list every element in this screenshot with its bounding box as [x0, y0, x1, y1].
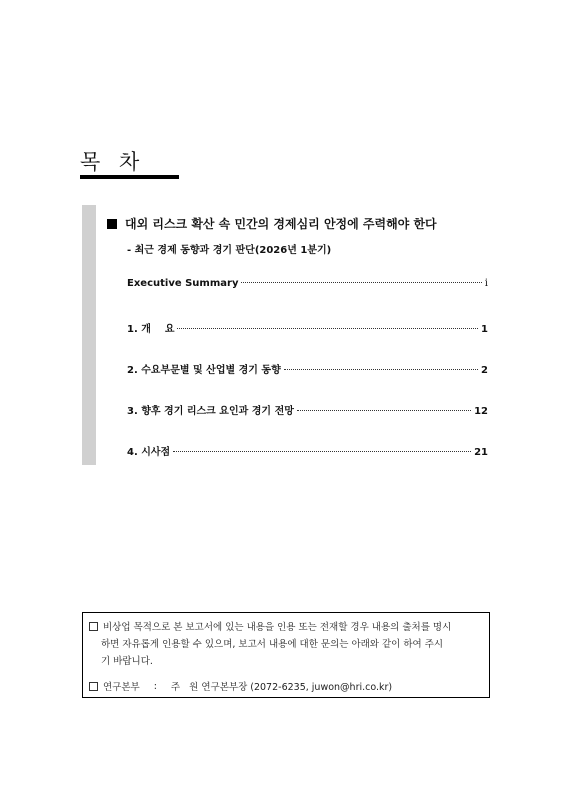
empty-square-icon [89, 682, 98, 691]
contact-value: 주 원 연구본부장 (2072-6235, juwon@hri.co.kr) [170, 682, 393, 693]
notice-line-1: 비상업 목적으로 본 보고서에 있는 내용을 인용 또는 전재할 경우 내용의 출처를 명시 [89, 619, 451, 633]
dot-leader [284, 369, 478, 370]
toc-entry-risk-outlook[interactable] [127, 402, 488, 417]
report-subtitle: - 최근 경제 동향과 경기 판단(2026년 1분기) [127, 245, 332, 256]
contact-line [89, 679, 392, 693]
dot-leader [297, 410, 471, 411]
toc-entry-executive-summary[interactable] [127, 278, 488, 289]
toc-entry-page: 21 [474, 447, 488, 458]
toc-sidebar-bar [82, 205, 96, 465]
black-square-icon [107, 219, 117, 229]
toc-entry-label: Executive Summary [127, 278, 239, 289]
dot-leader [241, 282, 481, 283]
report-title-text: 대외 리스크 확산 속 민간의 경제심리 안정에 주력해야 한다 [125, 217, 437, 231]
notice-line-3: 기 바랍니다. [101, 656, 153, 667]
contact-label: 연구본부 [103, 682, 140, 693]
heading-underline [80, 175, 179, 179]
toc-entry-page: 12 [474, 406, 488, 417]
usage-notice-box [82, 612, 490, 698]
toc-entry-label: 3. 향후 경기 리스크 요인과 경기 전망 [127, 406, 294, 417]
toc-entry-label: 2. 수요부문별 및 산업별 경기 동향 [127, 365, 281, 376]
toc-heading: 목 차 [80, 150, 146, 174]
contact-separator: : [153, 680, 157, 692]
toc-entry-page: 1 [481, 324, 488, 335]
toc-entry-page: ⅰ [484, 278, 488, 289]
toc-entry-label: 1. 개 요 [127, 324, 175, 335]
notice-line-2: 하면 자유롭게 인용할 수 있으며, 보고서 내용에 대한 문의는 아래와 같이 하여 주시 [101, 639, 444, 650]
empty-square-icon [89, 622, 98, 631]
report-title [107, 215, 437, 232]
toc-entry-label: 4. 시사점 [127, 447, 171, 458]
toc-entry-page: 2 [481, 365, 488, 376]
toc-entry-overview[interactable] [127, 320, 488, 335]
toc-entry-demand-industry[interactable] [127, 361, 488, 376]
dot-leader [177, 328, 478, 329]
dot-leader [173, 451, 471, 452]
toc-entry-implications[interactable] [127, 443, 488, 458]
